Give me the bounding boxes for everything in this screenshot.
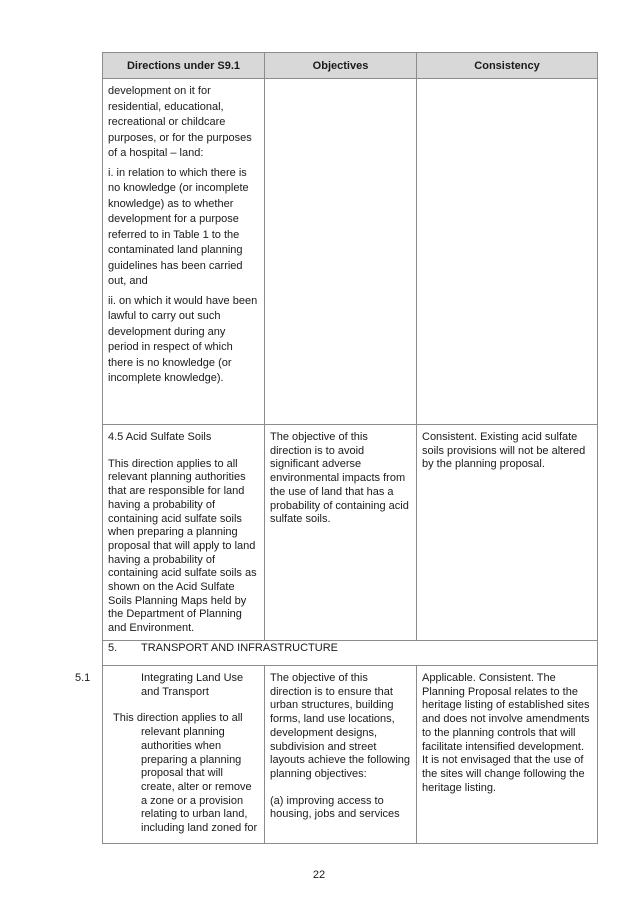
directions-cell — [75, 666, 265, 844]
direction-clause-i: i. in relation to which there is no knowledge (or incomplete knowledge) as to whether development for a purpose referred to in Table 1 to the contaminated land planning guidelines has been carried out, and — [108, 166, 249, 287]
objective-item-a: (a) improving access to housing, jobs and services — [270, 794, 400, 821]
consistency-cell — [417, 425, 598, 641]
consistency-cell — [417, 79, 598, 425]
direction-title: 4.5 Acid Sulfate Soils — [108, 431, 212, 443]
section-heading-row — [103, 641, 598, 666]
objectives-cell — [265, 666, 417, 844]
header-consistency: Consistency — [417, 53, 598, 79]
section-heading-cell — [103, 641, 598, 666]
objectives-cell — [265, 79, 417, 425]
consistency-text: Applicable. Consistent. The Planning Proposal relates to the heritage listing of established sites and does not involve amendments to the planning controls that will facilitate intensified development. It is not envisaged that the use of the sites will change following the heritage listing. — [422, 672, 590, 794]
direction-description: This direction applies to all relevant planning authorities that are responsible for land having a probability of containing acid sulfate soils when preparing a planning proposal that will apply to land having a probability of containing acid sulfate soils as shown on the Acid Sulfate Soils Planning Maps held by the Department of Planning and Environment. — [108, 457, 257, 635]
direction-description: This direction applies to all relevant planning authorities when preparing a planning proposal that will create, alter or remove a zone or a provision relating to urban land, including land zoned for — [113, 712, 258, 835]
table-row — [103, 425, 598, 641]
table-row — [103, 79, 598, 425]
direction-text: development on it for residential, educational, recreational or childcare purposes, or for the purposes of a hospital – land: — [108, 85, 252, 159]
directions-table — [75, 52, 598, 844]
consistency-text: Consistent. Existing acid sulfate soils provisions will not be altered by the planning proposal. — [422, 431, 586, 471]
directions-cell — [103, 425, 265, 641]
objectives-cell — [265, 425, 417, 641]
table-row — [103, 666, 598, 844]
directions-cell — [103, 79, 265, 425]
header-directions: Directions under S9.1 — [103, 53, 265, 79]
direction-number: 5.1 — [75, 672, 91, 684]
consistency-cell — [417, 666, 598, 844]
table-header-row — [103, 53, 598, 79]
header-objectives: Objectives — [265, 53, 417, 79]
direction-clause-ii: ii. on which it would have been lawful to carry out such development during any period in respect of which there is no knowledge (or incomplete knowledge). — [108, 294, 258, 384]
objective-text: The objective of this direction is to ensure that urban structures, building forms, land use locations, development designs, subdivision and street layouts achieve the following planning objectives: — [270, 672, 411, 780]
section-number: 5. — [108, 642, 118, 654]
objective-text: The objective of this direction is to avoid significant adverse environmental impacts from the use of land that has a probability of containing acid sulfate soils. — [270, 431, 409, 526]
page-number: 22 — [312, 869, 326, 881]
direction-title: Integrating Land Use and Transport — [141, 672, 244, 698]
section-title: TRANSPORT AND INFRASTRUCTURE — [141, 642, 339, 654]
